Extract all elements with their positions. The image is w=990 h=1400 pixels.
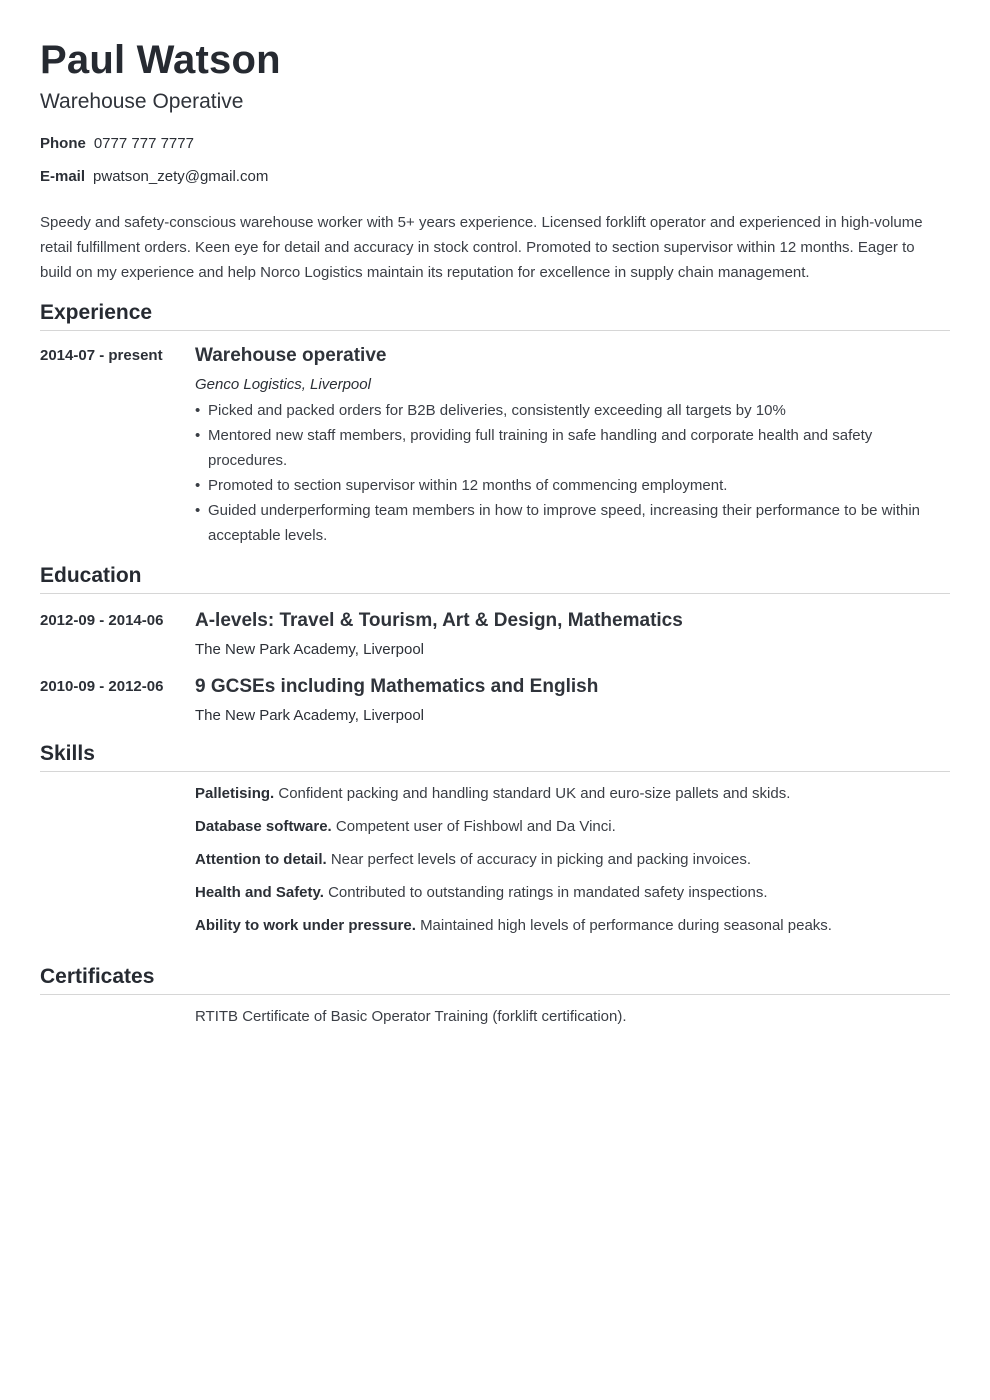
- section-title-skills: Skills: [40, 740, 950, 772]
- experience-date: 2014-07 - present: [40, 347, 163, 364]
- education-body: [195, 674, 950, 726]
- skill-description: Maintained high levels of performance during seasonal peaks.: [420, 917, 832, 934]
- skill-name: Ability to work under pressure.: [195, 917, 416, 934]
- certificate-item: RTITB Certificate of Basic Operator Training (forklift certification).: [195, 1008, 627, 1025]
- education-date: 2010-09 - 2012-06: [40, 678, 164, 695]
- list-item: • Promoted to section supervisor within 12 months of commencing employment.: [195, 473, 950, 498]
- skill-description: Competent user of Fishbowl and Da Vinci.: [335, 818, 616, 835]
- candidate-name: Paul Watson: [40, 38, 281, 82]
- education-degree: 9 GCSEs including Mathematics and English: [195, 676, 599, 697]
- skill-description: Contributed to outstanding ratings in mandated safety inspections.: [328, 884, 768, 901]
- experience-body: [195, 343, 950, 548]
- section-title-education: Education: [40, 562, 950, 594]
- skill-name: Palletising.: [195, 785, 275, 802]
- skill-name: Health and Safety.: [195, 884, 324, 901]
- skill-description: Confident packing and handling standard UK and euro-size pallets and skids.: [278, 785, 791, 802]
- section-title-experience: Experience: [40, 299, 950, 331]
- skill-item: [195, 916, 950, 949]
- skill-item: [195, 850, 950, 883]
- education-date: 2012-09 - 2014-06: [40, 612, 164, 629]
- education-body: [195, 608, 950, 660]
- email-value: pwatson_zety@gmail.com: [93, 168, 269, 185]
- job-title: Warehouse Operative: [40, 90, 244, 113]
- skill-name: Database software.: [195, 818, 332, 835]
- experience-company: Genco Logistics, Liverpool: [195, 376, 371, 393]
- profile-summary: Speedy and safety-conscious warehouse worker with 5+ years experience. Licensed forklift operator and experienced in high-volume retail fulfillment orders. Keen eye for detail and accuracy in stock control. Promoted to section supervisor within 12 months. Eager to build on my experience and help Norco Logistics maintain its reputation for excellence in supply chain management.: [40, 214, 923, 281]
- phone-value: 0777 777 7777: [93, 135, 194, 152]
- skill-description: Near perfect levels of accuracy in picking and packing invoices.: [330, 851, 752, 868]
- skill-name: Attention to detail.: [195, 851, 327, 868]
- skill-item: [195, 784, 950, 817]
- experience-bullets: [195, 398, 950, 548]
- list-item: • Mentored new staff members, providing full training in safe handling and corporate health and safety procedures.: [195, 423, 950, 473]
- list-item: • Picked and packed orders for B2B deliveries, consistently exceeding all targets by 10%: [195, 398, 950, 423]
- experience-entry: [40, 343, 950, 548]
- education-school: The New Park Academy, Liverpool: [195, 707, 424, 724]
- list-item: • Guided underperforming team members in how to improve speed, increasing their performance to be within acceptable levels.: [195, 498, 950, 548]
- education-degree: A-levels: Travel & Tourism, Art & Design, Mathematics: [195, 610, 683, 631]
- education-entry: [40, 674, 950, 726]
- education-entry: [40, 608, 950, 660]
- skill-item: [195, 883, 950, 916]
- phone-label: Phone: [40, 135, 86, 152]
- section-title-certificates: Certificates: [40, 963, 950, 995]
- contact-info: [40, 134, 950, 200]
- experience-role: Warehouse operative: [195, 345, 387, 366]
- certificates-list: [195, 1007, 950, 1027]
- contact-phone-row: [40, 134, 950, 167]
- email-label: E-mail: [40, 168, 86, 185]
- contact-email-row: [40, 167, 950, 200]
- skill-item: [195, 817, 950, 850]
- skills-list: [195, 784, 950, 949]
- education-school: The New Park Academy, Liverpool: [195, 641, 424, 658]
